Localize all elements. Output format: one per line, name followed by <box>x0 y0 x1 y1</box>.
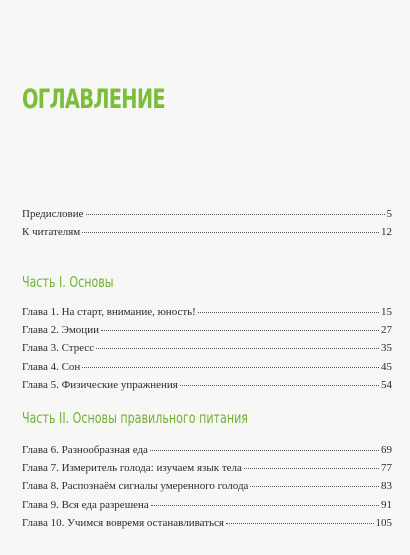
toc-entry-label: Глава 8. Распознаём сигналы умеренного голода <box>22 480 249 493</box>
toc-entry-label: Глава 4. Сон <box>22 360 81 373</box>
toc-entry-page: 91 <box>381 498 392 511</box>
toc-entry-page: 83 <box>381 480 392 493</box>
toc-entry-page: 12 <box>381 226 392 239</box>
toc-entry[interactable] <box>22 223 392 241</box>
page-title: ОГЛАВЛЕНИЕ <box>22 84 165 115</box>
toc-entry-label: Глава 6. Разнообразная еда <box>22 444 148 456</box>
toc-leader-dots <box>151 504 379 506</box>
toc-entry-page: 15 <box>381 306 392 318</box>
toc-entry-label: Глава 5. Физические упражнения <box>22 378 178 391</box>
toc-leader-dots <box>82 366 379 368</box>
toc-entry[interactable] <box>22 514 392 532</box>
part-heading: Часть I. Основы <box>22 273 114 291</box>
toc-leader-dots <box>96 347 379 349</box>
toc-entry[interactable] <box>22 303 392 321</box>
toc-entry[interactable] <box>22 339 392 357</box>
toc-entry-page: 54 <box>381 378 392 391</box>
toc-leader-dots <box>244 467 379 469</box>
toc-entry-label: Глава 10. Учимся вовремя останавливаться <box>22 516 224 529</box>
part-heading: Часть II. Основы правильного питания <box>22 409 248 427</box>
toc-entry-label: Глава 3. Стресс <box>22 342 95 355</box>
toc-entry[interactable] <box>22 459 392 477</box>
toc-entry[interactable] <box>22 376 392 394</box>
toc-entry-label: Глава 9. Вся еда разрешена <box>22 498 149 511</box>
toc-entry[interactable] <box>22 477 392 495</box>
toc-entry[interactable] <box>22 321 392 339</box>
toc-entry-page: 77 <box>381 462 392 475</box>
toc-entry-page: 27 <box>381 324 392 337</box>
toc-leader-dots <box>180 384 379 386</box>
toc-entry-label: Глава 2. Эмоции <box>22 324 99 337</box>
toc-part-2 <box>22 441 392 532</box>
toc-entry-label: Предисловие <box>22 208 84 220</box>
toc-entry[interactable] <box>22 441 392 459</box>
toc-leader-dots <box>82 231 379 233</box>
toc-leader-dots <box>198 311 379 313</box>
toc-leader-dots <box>250 485 379 487</box>
toc-leader-dots <box>150 449 379 451</box>
toc-entry[interactable] <box>22 496 392 514</box>
toc-entry-label: Глава 1. На старт, внимание, юность! <box>22 306 196 318</box>
toc-leader-dots <box>101 329 379 331</box>
toc-entry[interactable] <box>22 358 392 376</box>
toc-entry-page: 105 <box>375 516 392 529</box>
toc-entry-page: 69 <box>381 444 392 456</box>
toc-entry[interactable] <box>22 205 392 223</box>
toc-part-1 <box>22 303 392 394</box>
toc-entry-label: Глава 7. Измеритель голода: изучаем язык тела <box>22 462 242 475</box>
toc-entry-page: 5 <box>386 208 392 220</box>
toc-entry-page: 45 <box>381 360 392 373</box>
toc-leader-dots <box>226 522 374 524</box>
toc-leader-dots <box>86 213 385 215</box>
toc-entry-page: 35 <box>381 342 392 355</box>
toc-entry-label: К читателям <box>22 226 81 239</box>
toc-intro <box>22 205 392 241</box>
